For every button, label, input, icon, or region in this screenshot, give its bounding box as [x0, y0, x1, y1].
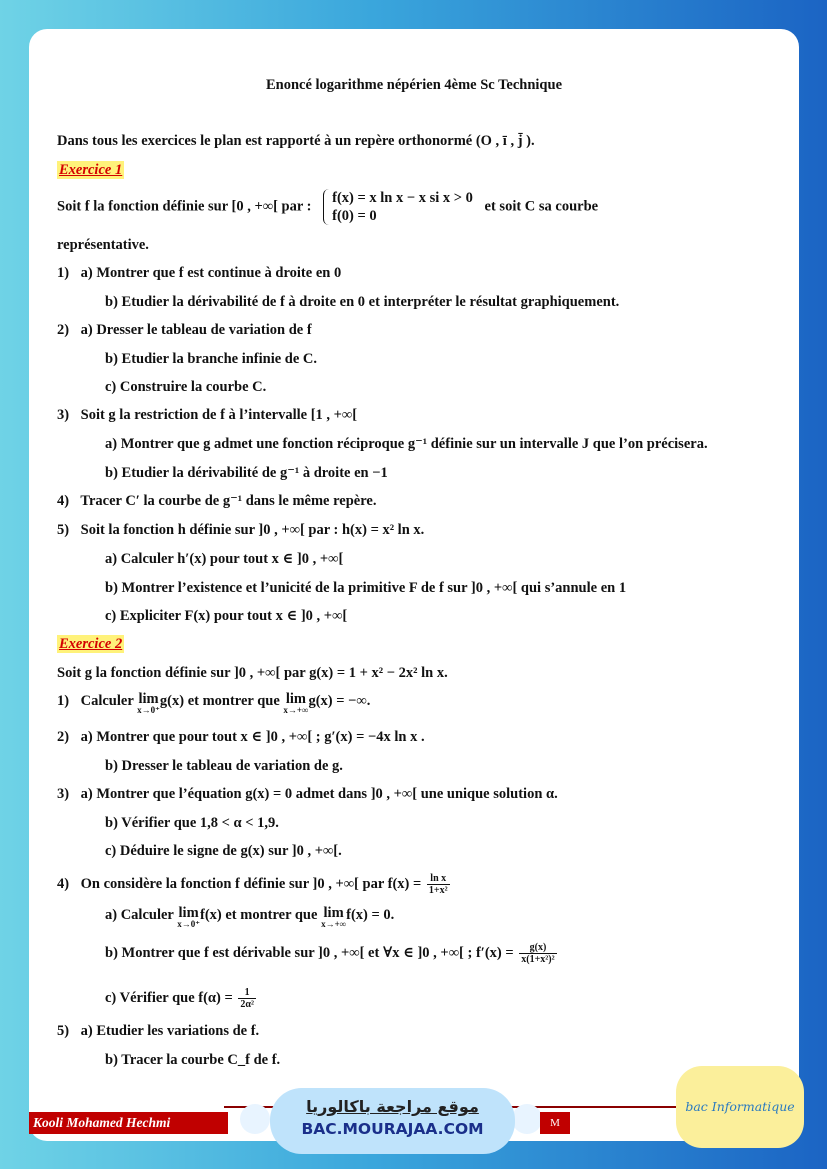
lim-label: lim: [323, 905, 344, 921]
piecewise-brace: [323, 189, 473, 225]
ex2-q5a: a) Etudier les variations de f.: [80, 1023, 260, 1039]
ex2-q1-b: g(x) et montrer que: [159, 693, 280, 709]
school-logo-icon: [240, 1104, 270, 1134]
ex1-def-suffix: et soit C sa courbe: [484, 198, 599, 215]
ex2-q5b: b) Tracer la courbe C_f de f.: [105, 1052, 281, 1068]
ex2-q4c-text: c) Vérifier que f(α) =: [105, 989, 233, 1006]
fraction: [238, 987, 256, 1010]
lim-sub: x→+∞: [283, 705, 309, 715]
ex2-q4a-b: f(x) et montrer que: [199, 907, 318, 923]
ex1-q5a: a) Calculer h′(x) pour tout x ∈ ]0 , +∞[: [105, 551, 344, 567]
lim-sub: x→0⁺: [137, 705, 160, 715]
ex1-q3-text: Soit g la restriction de f à l’intervalle [1 , +∞[: [80, 407, 358, 423]
ex1-q4-text: Tracer C′ la courbe de g⁻¹ dans le même repère.: [80, 493, 377, 509]
ex1-q5: [57, 521, 424, 539]
document-page: [29, 29, 799, 1141]
lim-sub: x→+∞: [321, 919, 347, 929]
limit-symbol: [283, 692, 308, 715]
exercise-2-heading: Exercice 2: [59, 636, 123, 652]
limit-symbol: [321, 906, 346, 929]
footer-author: Kooli Mohamed Hechmi: [29, 1112, 228, 1134]
school-logo-icon: [512, 1104, 542, 1134]
footer-right-tag: M: [540, 1112, 570, 1134]
ex2-definition: Soit g la fonction définie sur ]0 , +∞[ par g(x) = 1 + x² − 2x² ln x.: [57, 665, 448, 681]
ex2-q4-text: On considère la fonction f définie sur ]0 , +∞[ par f(x) =: [80, 875, 422, 892]
lim-label: lim: [285, 691, 306, 707]
ex1-q5-text: Soit la fonction h définie sur ]0 , +∞[ par : h(x) = x² ln x.: [80, 522, 425, 538]
denominator: x(1+x²)²: [521, 954, 555, 965]
ex1-q1b: b) Etudier la dérivabilité de f à droite en 0 et interpréter le résultat graphiquement.: [105, 294, 620, 310]
numerator: 1: [238, 987, 256, 999]
site-name-arabic: موقع مراجعة باكالوريا: [306, 1097, 479, 1116]
fraction: [519, 942, 556, 965]
ex2-q1-a: Calculer: [80, 693, 134, 709]
ex1-q5c: c) Expliciter F(x) pour tout x ∈ ]0 , +∞[: [105, 608, 348, 624]
ex2-q4: [57, 873, 452, 896]
limit-symbol: [177, 906, 200, 929]
ex1-def-prefix: Soit f la fonction définie sur [0 , +∞[ par :: [57, 198, 312, 215]
ex1-q1: [57, 264, 341, 282]
q-number: 2): [57, 729, 70, 745]
ex2-q2a: a) Montrer que pour tout x ∈ ]0 , +∞[ ; g′(x) = −4x ln x .: [80, 729, 425, 745]
ex1-q3b: b) Etudier la dérivabilité de g⁻¹ à droite en −1: [105, 465, 388, 481]
q-number: 4): [57, 493, 70, 509]
q-number: 4): [57, 875, 70, 892]
site-url[interactable]: BAC.MOURAJAA.COM: [301, 1120, 484, 1138]
ex1-q2: [57, 321, 312, 339]
q-number: 3): [57, 407, 70, 423]
ex2-q3b: b) Vérifier que 1,8 < α < 1,9.: [105, 815, 279, 831]
numerator: g(x): [519, 942, 556, 954]
ex2-q3c: c) Déduire le signe de g(x) sur ]0 , +∞[.: [105, 843, 342, 859]
ex2-q4a-c: f(x) = 0.: [346, 907, 395, 923]
q-number: 3): [57, 786, 70, 802]
intro-text: Dans tous les exercices le plan est rapporté à un repère orthonormé (O , ī , j̄ ).: [57, 133, 535, 149]
ex2-q4a: [105, 906, 394, 929]
document-title: Enoncé logarithme népérien 4ème Sc Technique: [265, 77, 563, 93]
q-number: 2): [57, 322, 70, 338]
denominator: 2α²: [240, 999, 254, 1010]
ex1-q2c: c) Construire la courbe C.: [105, 379, 267, 395]
ex2-q1-c: g(x) = −∞.: [308, 693, 371, 709]
ex1-def-case1: f(x) = x ln x − x si x > 0: [332, 190, 473, 206]
ex1-q3: [57, 406, 357, 424]
lim-label: lim: [178, 905, 199, 921]
ex2-q2b: b) Dresser le tableau de variation de g.: [105, 758, 343, 774]
lim-label: lim: [138, 691, 159, 707]
q-number: 1): [57, 265, 70, 281]
ex2-q4b-text: b) Montrer que f est dérivable sur ]0 , +∞[ et ∀x ∈ ]0 , +∞[ ; f′(x) =: [105, 944, 514, 961]
ex2-q4a-a: a) Calculer: [105, 907, 174, 923]
site-watermark[interactable]: [270, 1088, 515, 1154]
ex2-q3: [57, 785, 558, 803]
numerator: ln x: [427, 873, 450, 885]
ex1-q5b: b) Montrer l’existence et l’unicité de la primitive F de f sur ]0 , +∞[ qui s’annule en 1: [105, 580, 627, 596]
limit-symbol: [137, 692, 160, 715]
ex1-def-cont: représentative.: [57, 237, 149, 253]
q-number: 5): [57, 522, 70, 538]
ex2-q3a: a) Montrer que l’équation g(x) = 0 admet dans ]0 , +∞[ une unique solution α.: [80, 786, 558, 802]
ex2-q5: [57, 1022, 259, 1040]
q-number: 1): [57, 693, 70, 709]
ex1-def-case2: f(0) = 0: [332, 208, 377, 224]
denominator: 1+x²: [428, 885, 448, 896]
ex1-q2a: a) Dresser le tableau de variation de f: [80, 322, 312, 338]
fraction: [427, 873, 450, 896]
ex1-q3a: a) Montrer que g admet une fonction réciproque g⁻¹ définie sur un intervalle J que l’on précisera.: [105, 436, 708, 452]
lim-sub: x→0⁺: [177, 919, 200, 929]
q-number: 5): [57, 1023, 70, 1039]
ex1-q1a: a) Montrer que f est continue à droite en 0: [80, 265, 342, 281]
ex1-q4: [57, 492, 376, 510]
ex2-q4c: [105, 987, 258, 1010]
ex1-q2b: b) Etudier la branche infinie de C.: [105, 351, 318, 367]
ex2-q4b: [105, 942, 559, 965]
ex1-definition: [57, 189, 598, 225]
exercise-1-heading: Exercice 1: [59, 162, 123, 178]
bac-informatique-badge: bac Informatique: [676, 1066, 804, 1148]
ex2-q2: [57, 728, 425, 746]
ex2-q1: [57, 692, 370, 715]
